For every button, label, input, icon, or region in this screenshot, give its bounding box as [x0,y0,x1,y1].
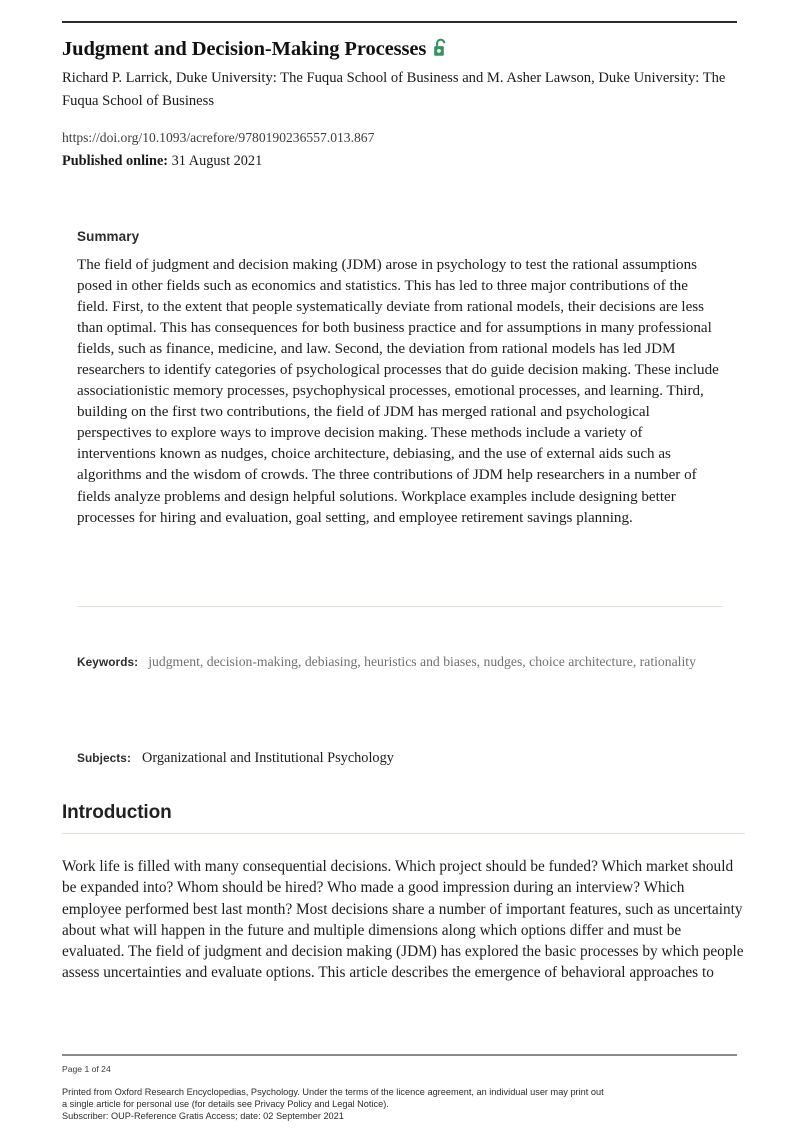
summary-heading: Summary [77,229,140,244]
footer-notice [62,1086,742,1123]
published-online-line [62,151,742,172]
article-metadata [62,128,742,172]
keywords-row [77,650,727,674]
footer-divider-rule [62,1054,737,1056]
published-online-label: Published online: [62,153,169,169]
introduction-section [62,800,745,984]
keywords-label: Keywords: [77,655,139,669]
open-access-padlock-icon [433,38,448,58]
keywords-list [148,654,696,669]
page-footer [62,1054,745,1122]
top-divider-rule [62,21,737,23]
introduction-body: Work life is filled with many consequential decisions. Which project should be funded? Which market should be expanded into? Whom should be hired? Who made a good impression during an interview? Which employee performed best last month? Most decisions share a number of important features, such as uncertainty about what will happen in the future and multiple dimensions along which options differ and must be evaluated. The field of judgment and decision making (JDM) has explored the basic processes by which people assess uncertainties and evaluate options. This article describes the emergence of behavioral approaches to [62,858,744,982]
section-heading-introduction: Introduction [62,802,172,823]
footer-notice-line-1: Printed from Oxford Research Encyclopedias, Psychology. Under the terms of the licence agreement, an individual user may print out [62,1086,604,1097]
keyword-link[interactable]: judgment, decision-making, debiasing, heuristics and biases, nudges, choice architecture, rationality [148,654,696,669]
section-divider-rule [62,833,745,834]
page-title [62,36,742,62]
footer-notice-line-2: a single article for personal use (for details see Privacy Policy and Legal Notice). [62,1098,389,1109]
subject-link[interactable]: Organizational and Institutional Psychology [142,750,394,766]
subjects-row [77,748,727,768]
author-byline: Richard P. Larrick, Duke University: The Fuqua School of Business and M. Asher Lawson, Duke University: The Fuqua School of Business [62,70,726,109]
keywords-divider-rule [77,606,723,607]
subjects-label: Subjects: [77,751,131,765]
summary-body: The field of judgment and decision making (JDM) arose in psychology to test the rational assumptions posed in other fields such as economics and statistics. This has led to three major contributions of the field. First, to the extent that people systematically deviate from rational models, their decisions are less than optimal. This has consequences for both business practice and for assumptions in many professional fields, such as finance, medicine, and law. Second, the deviation from rational models has led JDM researchers to identify categories of psychological processes that do guide decision making. These include associationistic memory processes, psychophysical processes, emotional processes, and learning. Third, building on the first two contributions, the field of JDM has merged rational and psychological perspectives to explore ways to improve decision making. These methods include a variety of interventions known as nudges, choice architecture, debiasing, and the use of external aids such as algorithms and the wisdom of crowds. The three contributions of JDM help researchers in a number of fields analyze problems and design helpful solutions. Workplace examples include designing better processes for hiring and evaluation, goal setting, and employee retirement savings planning. [77,257,719,526]
article-header [62,36,742,112]
summary-section [77,228,723,529]
page-indicator: Page 1 of 24 [62,1063,111,1074]
published-online-date: 31 August 2021 [171,153,263,169]
doi-link[interactable]: https://doi.org/10.1093/acrefore/9780190236557.013.867 [62,130,375,145]
footer-subscriber-line: Subscriber: OUP-Reference Gratis Access; date: 02 September 2021 [62,1111,344,1122]
article-title-text: Judgment and Decision-Making Processes [62,38,427,60]
